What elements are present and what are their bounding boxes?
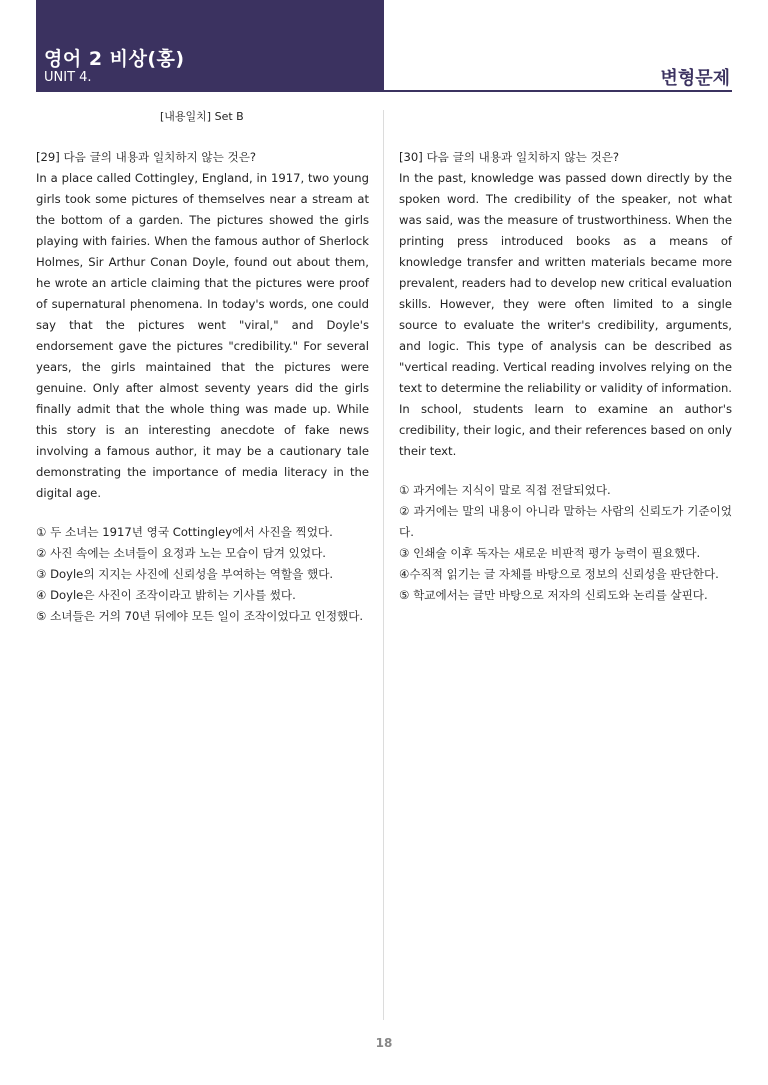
question-passage: In a place called Cottingley, England, in 1917, two young girls took some pictures of themselves near a stream at the bottom of a garden. The pictures showed the girls playing with fairies. When the famous author of Sherlock Holmes, Sir Arthur Conan Doyle, found out about them, he wrote an article claiming that the pictures were proof of supernatural phenomena. In today's words, one could say that the pictures went "viral," and Doyle's endorsement gave the pictures "credibility." For several years, the girls maintained that the pictures were genuine. Only after almost seventy years did the girls finally admit that the whole thing was made up. While this story is an interesting anecdote of fake news involving a famous author, it may be a cautionary tale demonstrating the importance of media literacy in the digital age. bbox=[36, 171, 369, 500]
set-label: [내용일치] Set B bbox=[160, 110, 244, 123]
question-title: [29] 다음 글의 내용과 일치하지 않는 것은? bbox=[36, 150, 257, 164]
answer-option: ④ Doyle은 사진이 조작이라고 밝히는 기사를 썼다. bbox=[36, 588, 296, 602]
section-title: 변형문제 bbox=[660, 68, 730, 89]
answer-option: ② 과거에는 말의 내용이 아니라 말하는 사람의 신뢰도가 기준이었다. bbox=[399, 504, 732, 539]
textbook-title: 영어 2 비상(홍) bbox=[44, 48, 185, 70]
page-number: 18 bbox=[375, 1036, 393, 1050]
answer-option: ③ 인쇄술 이후 독자는 새로운 비판적 평가 능력이 필요했다. bbox=[399, 546, 701, 560]
answer-option: ① 두 소녀는 1917년 영국 Cottingley에서 사진을 찍었다. bbox=[36, 525, 333, 539]
answer-options bbox=[36, 522, 369, 627]
question-passage: In the past, knowledge was passed down directly by the spoken word. The credibility of the speaker, not what was said, was the measure of trustworthiness. When the printing press introduced books as a means of knowledge transfer and written materials became more prevalent, readers had to develop new critical evaluation skills. However, they were often limited to a single source to evaluate the writer's credibility, arguments, and logic. This type of analysis can be described as "vertical reading. Vertical reading involves relying on the text to determine the reliability or validity of information. In school, students learn to examine an author's credibility, their logic, and their references based on only their text. bbox=[399, 171, 732, 458]
answer-option: ① 과거에는 지식이 말로 직접 전달되었다. bbox=[399, 483, 611, 497]
question-30 bbox=[399, 147, 732, 606]
question-29 bbox=[36, 147, 369, 627]
question-title: [30] 다음 글의 내용과 일치하지 않는 것은? bbox=[399, 150, 620, 164]
answer-option: ⑤ 소녀들은 거의 70년 뒤에야 모든 일이 조작이었다고 인정했다. bbox=[36, 609, 364, 623]
answer-option: ⑤ 학교에서는 글만 바탕으로 저자의 신뢰도와 논리를 살핀다. bbox=[399, 588, 708, 602]
header-rule bbox=[384, 90, 732, 92]
answer-option: ④수직적 읽기는 글 자체를 바탕으로 정보의 신뢰성을 판단한다. bbox=[399, 567, 719, 581]
unit-label: UNIT 4. bbox=[44, 70, 92, 85]
answer-options bbox=[399, 480, 732, 606]
column-divider bbox=[383, 110, 384, 1020]
answer-option: ③ Doyle의 지지는 사진에 신뢰성을 부여하는 역할을 했다. bbox=[36, 567, 334, 581]
answer-option: ② 사진 속에는 소녀들이 요정과 노는 모습이 담겨 있었다. bbox=[36, 546, 326, 560]
